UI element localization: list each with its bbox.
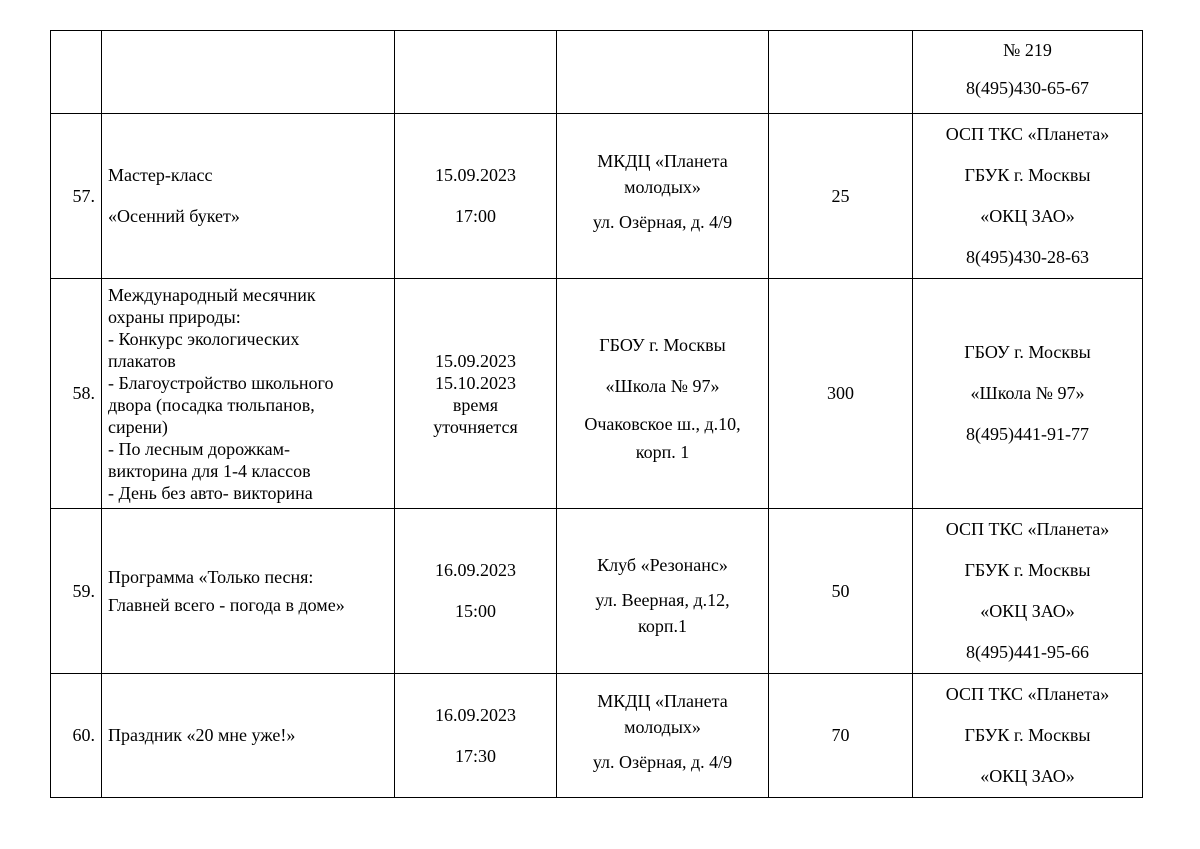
event-datetime xyxy=(395,279,557,509)
row-number xyxy=(51,31,102,114)
place-line: ул. Озёрная, д. 4/9 xyxy=(592,212,733,232)
event-organizer xyxy=(913,674,1143,798)
event-time: уточняется xyxy=(433,416,518,437)
place-line: Клуб «Резонанс» xyxy=(597,555,728,575)
event-name-line: Главней всего - погода в доме» xyxy=(108,595,345,615)
event-name-line: - Конкурс экологических xyxy=(108,328,300,349)
place-line: корп. 1 xyxy=(635,441,690,462)
event-name-line: Программа «Только песня: xyxy=(108,567,314,587)
table-row xyxy=(51,279,1143,509)
place-line: ул. Веерная, д.12, xyxy=(595,590,730,610)
organizer-line: ГБУК г. Москвы xyxy=(964,725,1091,745)
organizer-line: 8(495)430-65-67 xyxy=(966,78,1089,98)
event-date: 15.09.2023 xyxy=(435,165,516,185)
event-name-line: Международный месячник xyxy=(108,284,316,305)
event-name xyxy=(102,279,395,509)
place-line: МКДЦ «Планета xyxy=(597,690,728,711)
table-row xyxy=(51,509,1143,674)
event-name xyxy=(102,114,395,279)
event-name xyxy=(102,31,395,114)
event-organizer xyxy=(913,114,1143,279)
organizer-line: 8(495)441-91-77 xyxy=(966,424,1089,444)
event-participants: 25 xyxy=(769,114,913,279)
event-place xyxy=(557,279,769,509)
event-datetime xyxy=(395,674,557,798)
event-date: 16.09.2023 xyxy=(435,704,516,725)
event-time: 17:30 xyxy=(454,745,496,766)
organizer-line: 8(495)441-95-66 xyxy=(966,642,1089,662)
event-place xyxy=(557,31,769,114)
event-organizer xyxy=(913,509,1143,674)
event-place xyxy=(557,509,769,674)
place-line: молодых» xyxy=(624,177,701,197)
table-row xyxy=(51,114,1143,279)
organizer-line: ОСП ТКС «Планета» xyxy=(945,124,1110,144)
event-organizer xyxy=(913,279,1143,509)
event-name-line: двора (посадка тюльпанов, xyxy=(108,394,315,415)
event-participants: 70 xyxy=(769,674,913,798)
row-number: 60. xyxy=(51,674,102,798)
place-line: ГБОУ г. Москвы xyxy=(599,334,726,355)
event-place xyxy=(557,674,769,798)
event-time: время xyxy=(452,394,499,415)
event-datetime xyxy=(395,31,557,114)
place-line: ул. Озёрная, д. 4/9 xyxy=(592,751,733,772)
event-name xyxy=(102,674,395,798)
event-time: 17:00 xyxy=(454,206,496,226)
event-participants: 50 xyxy=(769,509,913,674)
event-date: 16.09.2023 xyxy=(435,560,516,580)
organizer-line: «ОКЦ ЗАО» xyxy=(980,206,1075,226)
event-name-line: - День без авто- викторина xyxy=(108,482,313,503)
event-name-line: Мастер-класс xyxy=(108,165,213,185)
event-date: 15.10.2023 xyxy=(435,372,516,393)
row-number: 58. xyxy=(51,279,102,509)
event-place xyxy=(557,114,769,279)
organizer-line: ГБУК г. Москвы xyxy=(964,165,1091,185)
event-name-line: Праздник «20 мне уже!» xyxy=(108,725,296,745)
organizer-line: 8(495)430-28-63 xyxy=(966,247,1089,267)
event-participants xyxy=(769,31,913,114)
event-organizer xyxy=(913,31,1143,114)
place-line: Очаковское ш., д.10, xyxy=(584,413,741,434)
event-name-line: - По лесным дорожкам- xyxy=(108,438,291,459)
event-datetime xyxy=(395,114,557,279)
table-row xyxy=(51,674,1143,798)
place-line: «Школа № 97» xyxy=(605,375,720,396)
event-name-line: сирени) xyxy=(108,416,168,437)
organizer-line: «ОКЦ ЗАО» xyxy=(980,766,1075,786)
events-table xyxy=(50,30,1143,798)
event-name-line: охраны природы: xyxy=(108,306,241,327)
table-row xyxy=(51,31,1143,114)
organizer-line: ОСП ТКС «Планета» xyxy=(945,684,1110,704)
event-name-line: - Благоустройство школьного xyxy=(108,372,334,393)
event-name-line: викторина для 1-4 классов xyxy=(108,460,311,481)
event-name xyxy=(102,509,395,674)
event-datetime xyxy=(395,509,557,674)
event-name-line: плакатов xyxy=(108,350,176,371)
row-number: 59. xyxy=(51,509,102,674)
row-number: 57. xyxy=(51,114,102,279)
organizer-line: ГБУК г. Москвы xyxy=(964,560,1091,580)
organizer-line: № 219 xyxy=(1003,40,1052,60)
organizer-line: ОСП ТКС «Планета» xyxy=(945,519,1110,539)
place-line: МКДЦ «Планета xyxy=(597,151,728,171)
event-date: 15.09.2023 xyxy=(435,350,516,371)
event-time: 15:00 xyxy=(454,601,496,621)
organizer-line: «ОКЦ ЗАО» xyxy=(980,601,1075,621)
event-name-line: «Осенний букет» xyxy=(108,206,240,226)
place-line: молодых» xyxy=(624,716,701,737)
organizer-line: «Школа № 97» xyxy=(970,383,1085,403)
event-participants: 300 xyxy=(769,279,913,509)
place-line: корп.1 xyxy=(638,616,687,636)
organizer-line: ГБОУ г. Москвы xyxy=(964,342,1091,362)
